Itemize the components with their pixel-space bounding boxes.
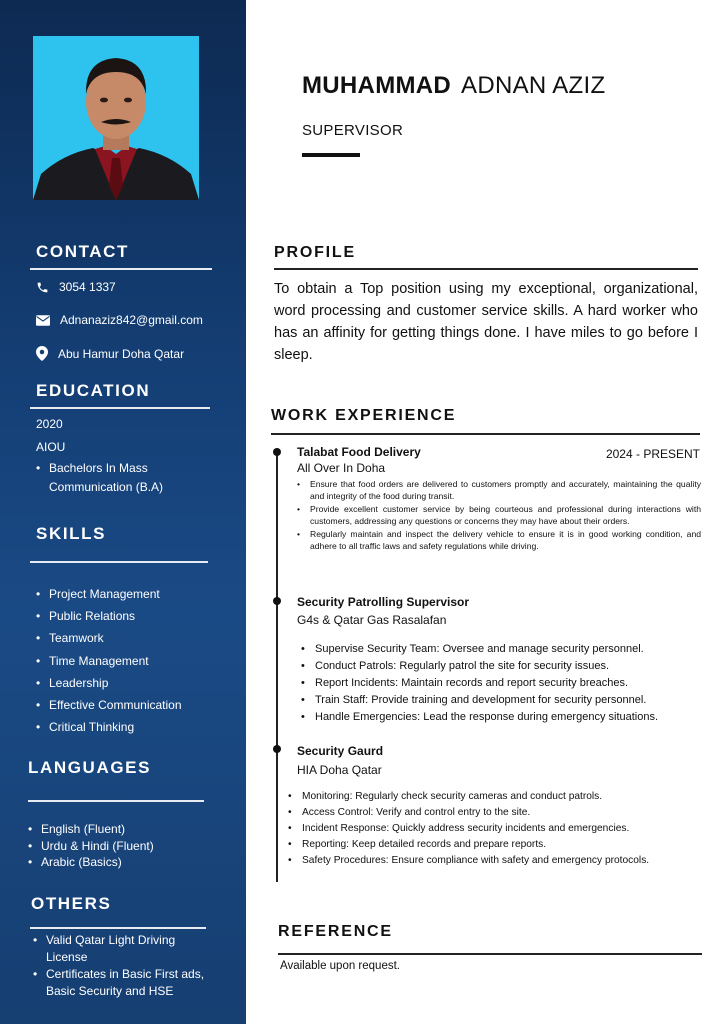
timeline-dot (273, 448, 281, 456)
job-organization: All Over In Doha (297, 461, 386, 475)
languages-list (28, 821, 154, 871)
profile-text: To obtain a Top position using my exceptional, organizational, word processing and customer service skills. A hard worker who has an affinity for getting things done. I have miles to go before I sleep. (274, 281, 698, 363)
full-name (302, 72, 605, 100)
others-list (33, 932, 209, 1000)
skill-item: • Time Management (36, 650, 182, 672)
job-duty-item: • Ensure that food orders are delivered to customers promptly and accurately, maintaining the quality and integrity of the food during transit. (297, 478, 701, 503)
languages-heading: LANGUAGES (28, 758, 152, 777)
degree-item (36, 459, 163, 497)
skill-item: • Effective Communication (36, 694, 182, 716)
contact-phone (36, 280, 116, 294)
others-item: • Valid Qatar Light Driving License (33, 932, 209, 966)
reference-text: Available upon request. (280, 960, 400, 972)
job-duty-item: • Conduct Patrols: Regularly patrol the site for security issues. (301, 658, 711, 675)
others-item: • Certificates in Basic First ads, Basic Security and HSE (33, 966, 209, 1000)
work-experience-divider (271, 433, 700, 435)
job-duty-item: • Regularly maintain and inspect the delivery vehicle to ensure it is in good working condition, and adhere to all traffic laws and safety regulations while driving. (297, 528, 701, 553)
reference-heading: REFERENCE (278, 923, 393, 940)
job-duty-item: • Reporting: Keep detailed records and prepare reports. (288, 837, 694, 853)
skill-item: • Project Management (36, 583, 182, 605)
job-organization: G4s & Qatar Gas Rasalafan (297, 613, 447, 627)
skills-list (36, 583, 182, 738)
work-experience-heading: WORK EXPERIENCE (271, 407, 457, 424)
education-institution: AIOU (36, 440, 66, 454)
contact-address (36, 346, 184, 361)
education-divider (30, 407, 210, 409)
sidebar (0, 0, 246, 1024)
job-duty-item: • Access Control: Verify and control entry to the site. (288, 805, 694, 821)
education-year: 2020 (36, 417, 63, 431)
language-item: • English (Fluent) (28, 821, 154, 838)
last-name: ADNAN AZIZ (461, 72, 606, 99)
job-organization: HIA Doha Qatar (297, 763, 382, 777)
degree-line-2: Communication (B.A) (49, 480, 164, 494)
job-duty-item: • Incident Response: Quickly address security incidents and emergencies. (288, 821, 694, 837)
degree-line-1: Bachelors In Mass (49, 461, 148, 475)
envelope-icon (36, 315, 50, 326)
job-duties-list (301, 641, 711, 726)
profile-divider (274, 268, 698, 270)
language-item: • Urdu & Hindi (Fluent) (28, 838, 154, 855)
job-title: Security Gaurd (297, 744, 384, 758)
first-name: MUHAMMAD (302, 72, 452, 99)
contact-divider (30, 268, 212, 270)
skill-item: • Teamwork (36, 627, 182, 649)
job-dates: 2024 - PRESENT (605, 447, 700, 461)
skill-item: • Critical Thinking (36, 716, 182, 738)
job-duty-item: • Safety Procedures: Ensure compliance with safety and emergency protocols. (288, 853, 694, 869)
phone-text: 3054 1337 (59, 280, 116, 294)
job-duty-item: • Provide excellent customer service by being courteous and professional during interactions with customers, addressing any questions or concerns they may have about their orders. (297, 503, 701, 528)
profile-heading: PROFILE (274, 244, 356, 261)
title-underline (302, 153, 360, 157)
email-text[interactable]: Adnanaziz842@gmail.com (60, 313, 203, 327)
job-duty-item: • Handle Emergencies: Lead the response during emergency situations. (301, 709, 711, 726)
profile-photo (33, 36, 199, 200)
job-duty-item: • Monitoring: Regularly check security cameras and conduct patrols. (288, 789, 694, 805)
languages-divider (28, 800, 204, 802)
job-title: Security Patrolling Supervisor (297, 595, 470, 609)
job-role: SUPERVISOR (302, 122, 404, 139)
timeline-dot (273, 745, 281, 753)
skills-divider (30, 561, 208, 563)
job-title: Talabat Food Delivery (297, 445, 421, 459)
contact-email (36, 313, 203, 327)
skills-heading: SKILLS (36, 524, 107, 543)
skill-item: • Leadership (36, 672, 182, 694)
others-heading: OTHERS (31, 894, 112, 913)
timeline-dot (273, 597, 281, 605)
job-duty-item: • Supervise Security Team: Oversee and manage security personnel. (301, 641, 711, 658)
education-degree (36, 459, 163, 497)
language-item: • Arabic (Basics) (28, 854, 154, 871)
job-duties-list (288, 789, 694, 869)
job-duty-item: • Train Staff: Provide training and development for security personnel. (301, 692, 711, 709)
job-duties-list (297, 478, 701, 552)
address-text: Abu Hamur Doha Qatar (58, 346, 185, 361)
education-heading: EDUCATION (36, 381, 151, 400)
contact-heading: CONTACT (36, 242, 130, 261)
main-content (246, 0, 724, 1024)
reference-divider (278, 953, 702, 955)
portrait-illustration (33, 36, 199, 200)
skill-item: • Public Relations (36, 605, 182, 627)
job-duty-item: • Report Incidents: Maintain records and report security breaches. (301, 675, 711, 692)
experience-timeline (276, 450, 278, 882)
others-divider (30, 927, 206, 929)
location-pin-icon (36, 346, 48, 361)
phone-icon (36, 281, 49, 294)
